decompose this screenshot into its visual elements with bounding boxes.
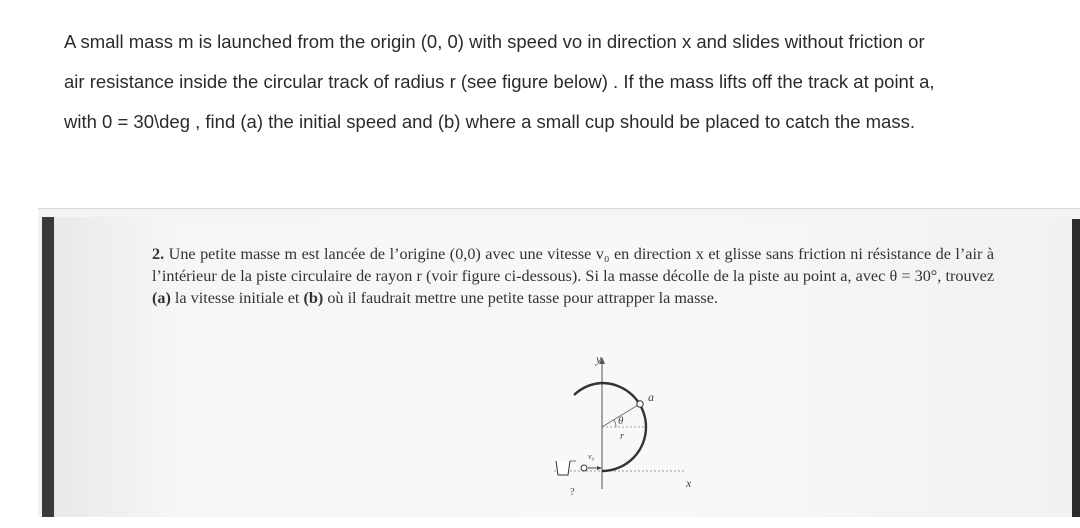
scan-edge-left — [42, 217, 54, 517]
part-a-label: (a) — [152, 289, 171, 307]
problem-number: 2. — [152, 245, 165, 263]
problem-line-3: with 0 = 30\deg , find (a) the initial speed and (b) where a small cup should be placed to catch the mass. — [64, 111, 915, 132]
scanned-problem-image — [38, 208, 1080, 517]
part-b-label: (b) — [303, 289, 324, 307]
mass-marker — [581, 465, 587, 471]
point-a-marker — [637, 401, 643, 407]
radius-label: r — [620, 431, 624, 442]
point-a-label: a — [648, 390, 654, 404]
cup-icon — [556, 461, 570, 475]
cup-position-label: ? — [570, 487, 575, 498]
x-axis-label: x — [686, 476, 692, 490]
problem-line-2: air resistance inside the circular track of radius r (see figure below) . If the mass lifts off the track at point a, — [64, 71, 935, 92]
velocity-arrowhead — [597, 466, 602, 470]
scan-page — [54, 217, 1072, 517]
problem-statement — [64, 22, 1044, 142]
scan-problem-text — [152, 243, 994, 309]
velocity-label: v₀ — [588, 452, 595, 461]
scan-text-part-3: où il faudrait mettre une petite tasse pour attrapper la masse. — [323, 289, 718, 307]
circular-track-figure — [504, 351, 704, 501]
scan-edge-right — [1072, 219, 1080, 517]
problem-line-1: A small mass m is launched from the origin (0, 0) with speed vo in direction x and slides without friction or — [64, 31, 925, 52]
scan-text-part-2: la vitesse initiale et — [170, 289, 304, 307]
angle-arc — [614, 420, 616, 427]
scan-text-part-1: Une petite masse m est lancée de l’origine (0,0) avec une vitesse v₀ en direction x et glisse sans friction ni résistance de l’air à l’intérieur de la piste circulaire de rayon r (voir figure ci-dessous). Si la masse décolle de la piste au point a, avec θ = 30°, trouvez — [152, 245, 995, 285]
y-axis-label: y — [596, 352, 602, 366]
angle-label: θ — [618, 415, 624, 427]
